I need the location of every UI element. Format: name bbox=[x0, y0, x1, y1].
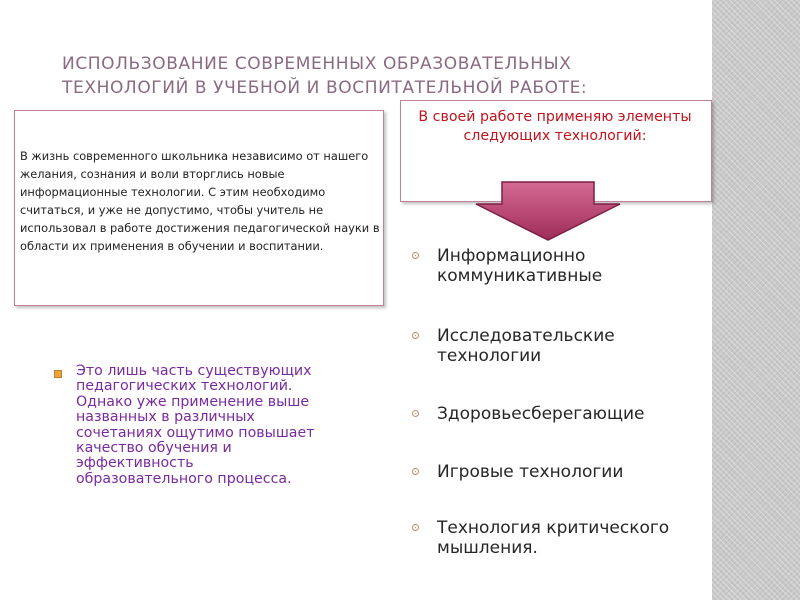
circle-bullet-icon bbox=[412, 468, 419, 475]
technology-label: Исследовательские технологии bbox=[437, 326, 615, 366]
slide-title-line-2: ТЕХНОЛОГИЙ В УЧЕБНОЙ И ВОСПИТАТЕЛЬНОЙ РАБОТЕ: bbox=[62, 78, 588, 98]
technology-label: Здоровьесберегающие bbox=[437, 404, 645, 424]
technology-label: Информационно коммуникативные bbox=[437, 246, 603, 286]
square-bullet-icon bbox=[54, 370, 62, 378]
technology-label: Технология критического мышления. bbox=[437, 518, 670, 558]
note-text: Это лишь часть существующих педагогических технологий. Однако уже применение выше названных в различных сочетаниях ощутимо повышает качество обучения и эффективность образовательного процесса. bbox=[76, 363, 315, 487]
side-decoration-strip bbox=[712, 0, 800, 600]
quote-text: В жизнь современного школьника независимо от нашего желания, сознания и воли вторглись новые информационные технологии. С этим необходимо считаться, и уже не допустимо, чтобы учитель не использовал в работе достижения педагогической науки в области их применения в обучении и воспитании. bbox=[20, 149, 380, 253]
circle-bullet-icon bbox=[412, 252, 419, 259]
slide-title bbox=[62, 52, 662, 100]
technology-label: Игровые технологии bbox=[437, 462, 624, 482]
down-arrow-icon bbox=[474, 180, 622, 242]
slide-title-line-1: ИСПОЛЬЗОВАНИЕ СОВРЕМЕННЫХ ОБРАЗОВАТЕЛЬНЫХ bbox=[62, 54, 572, 74]
circle-bullet-icon bbox=[412, 410, 419, 417]
info-box-text: В своей работе применяю элементы следующих технологий: bbox=[418, 109, 692, 144]
circle-bullet-icon bbox=[412, 524, 419, 531]
circle-bullet-icon bbox=[412, 332, 419, 339]
